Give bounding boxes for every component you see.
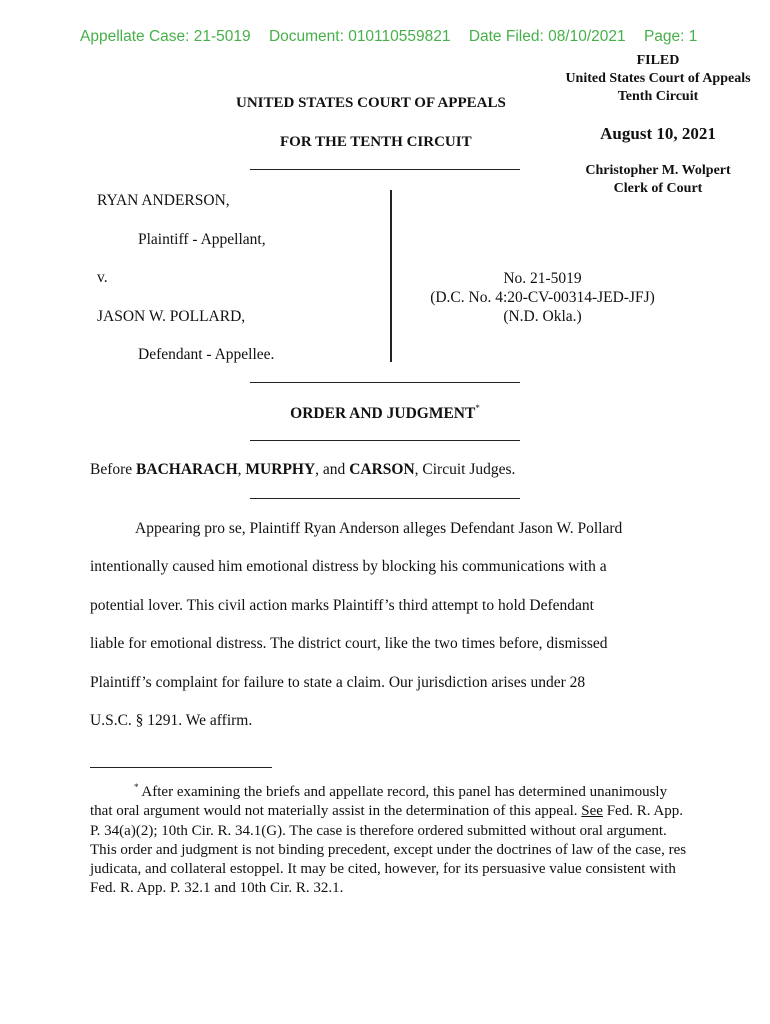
divider [250, 382, 520, 383]
body-line: U.S.C. § 1291. We affirm. [90, 712, 253, 729]
header-page: Page: 1 [643, 28, 698, 45]
body-line: potential lover. This civil action marks Plaintiff’s third attempt to hold Defendant [90, 597, 594, 614]
panel-separator: , [237, 461, 246, 478]
header-document: Document: 010110559821 [268, 28, 451, 45]
district-court: (N.D. Okla.) [503, 308, 582, 325]
divider [250, 498, 520, 499]
footnote-text: Fed. R. App. P. 34(a)(2); 10th Cir. R. 34.1(G). The case is therefore ordered submitted without oral argument. This order and judgment is not binding precedent, except under the doctrines of law of the case, res judicata, and collateral estoppel. It may be cited, however, for its persuasive value consistent with Fed. R. App. P. 32.1 and 10th Cir. R. 32.1. [90, 803, 687, 897]
footnote-marker: * [475, 403, 480, 413]
body-line: Appearing pro se, Plaintiff Ryan Anderson alleges Defendant Jason W. Pollard [135, 520, 623, 537]
panel-separator: , and [315, 461, 350, 478]
judge-name: CARSON [349, 461, 415, 478]
body-line: liable for emotional distress. The district court, like the two times before, dismissed [90, 635, 608, 652]
stamp-circuit: Tenth Circuit [617, 89, 699, 104]
divider [250, 169, 520, 170]
filed-date: August 10, 2021 [600, 124, 716, 143]
panel-line [90, 461, 515, 479]
footnote-marker: * [134, 782, 139, 792]
stamp-court: United States Court of Appeals [565, 71, 751, 86]
panel-prefix: Before [90, 461, 137, 478]
footnote-signal: See [581, 803, 603, 820]
court-name: UNITED STATES COURT OF APPEALS [236, 95, 506, 111]
header-date-filed: Date Filed: 08/10/2021 [468, 28, 626, 45]
judge-name: BACHARACH [136, 461, 238, 478]
case-number: No. 21-5019 [503, 270, 582, 287]
title-text: ORDER AND JUDGMENT [290, 405, 476, 422]
filing-header [80, 28, 711, 46]
plaintiff-name: RYAN ANDERSON, [97, 192, 230, 209]
divider [250, 440, 520, 441]
defendant-role: Defendant - Appellee. [138, 346, 275, 363]
footnote-divider [90, 767, 272, 768]
body-line: Plaintiff’s complaint for failure to state a claim. Our jurisdiction arises under 28 [90, 674, 586, 691]
clerk-name: Christopher M. Wolpert [585, 163, 731, 178]
clerk-block [548, 162, 768, 198]
filed-stamp [548, 52, 768, 106]
plaintiff-role: Plaintiff - Appellant, [138, 231, 266, 248]
caption-divider [390, 190, 392, 362]
case-number-block [420, 269, 665, 326]
document-title [0, 403, 770, 423]
versus: v. [97, 269, 108, 286]
judge-name: MURPHY [245, 461, 316, 478]
footnote [90, 778, 690, 899]
court-circuit: FOR THE TENTH CIRCUIT [280, 134, 472, 150]
body-line: intentionally caused him emotional distress by blocking his communications with a [90, 558, 607, 575]
clerk-title: Clerk of Court [613, 181, 703, 196]
header-case: Appellate Case: 21-5019 [80, 28, 251, 45]
filed-label: FILED [636, 53, 680, 68]
defendant-name: JASON W. POLLARD, [97, 308, 246, 325]
footnote-text: After examining the briefs and appellate record, this panel has determined unanimously that oral argument would not materially assist in the determination of this appeal. [90, 784, 668, 820]
district-case-number: (D.C. No. 4:20-CV-00314-JED-JFJ) [430, 289, 655, 306]
panel-suffix: , Circuit Judges. [414, 461, 516, 478]
